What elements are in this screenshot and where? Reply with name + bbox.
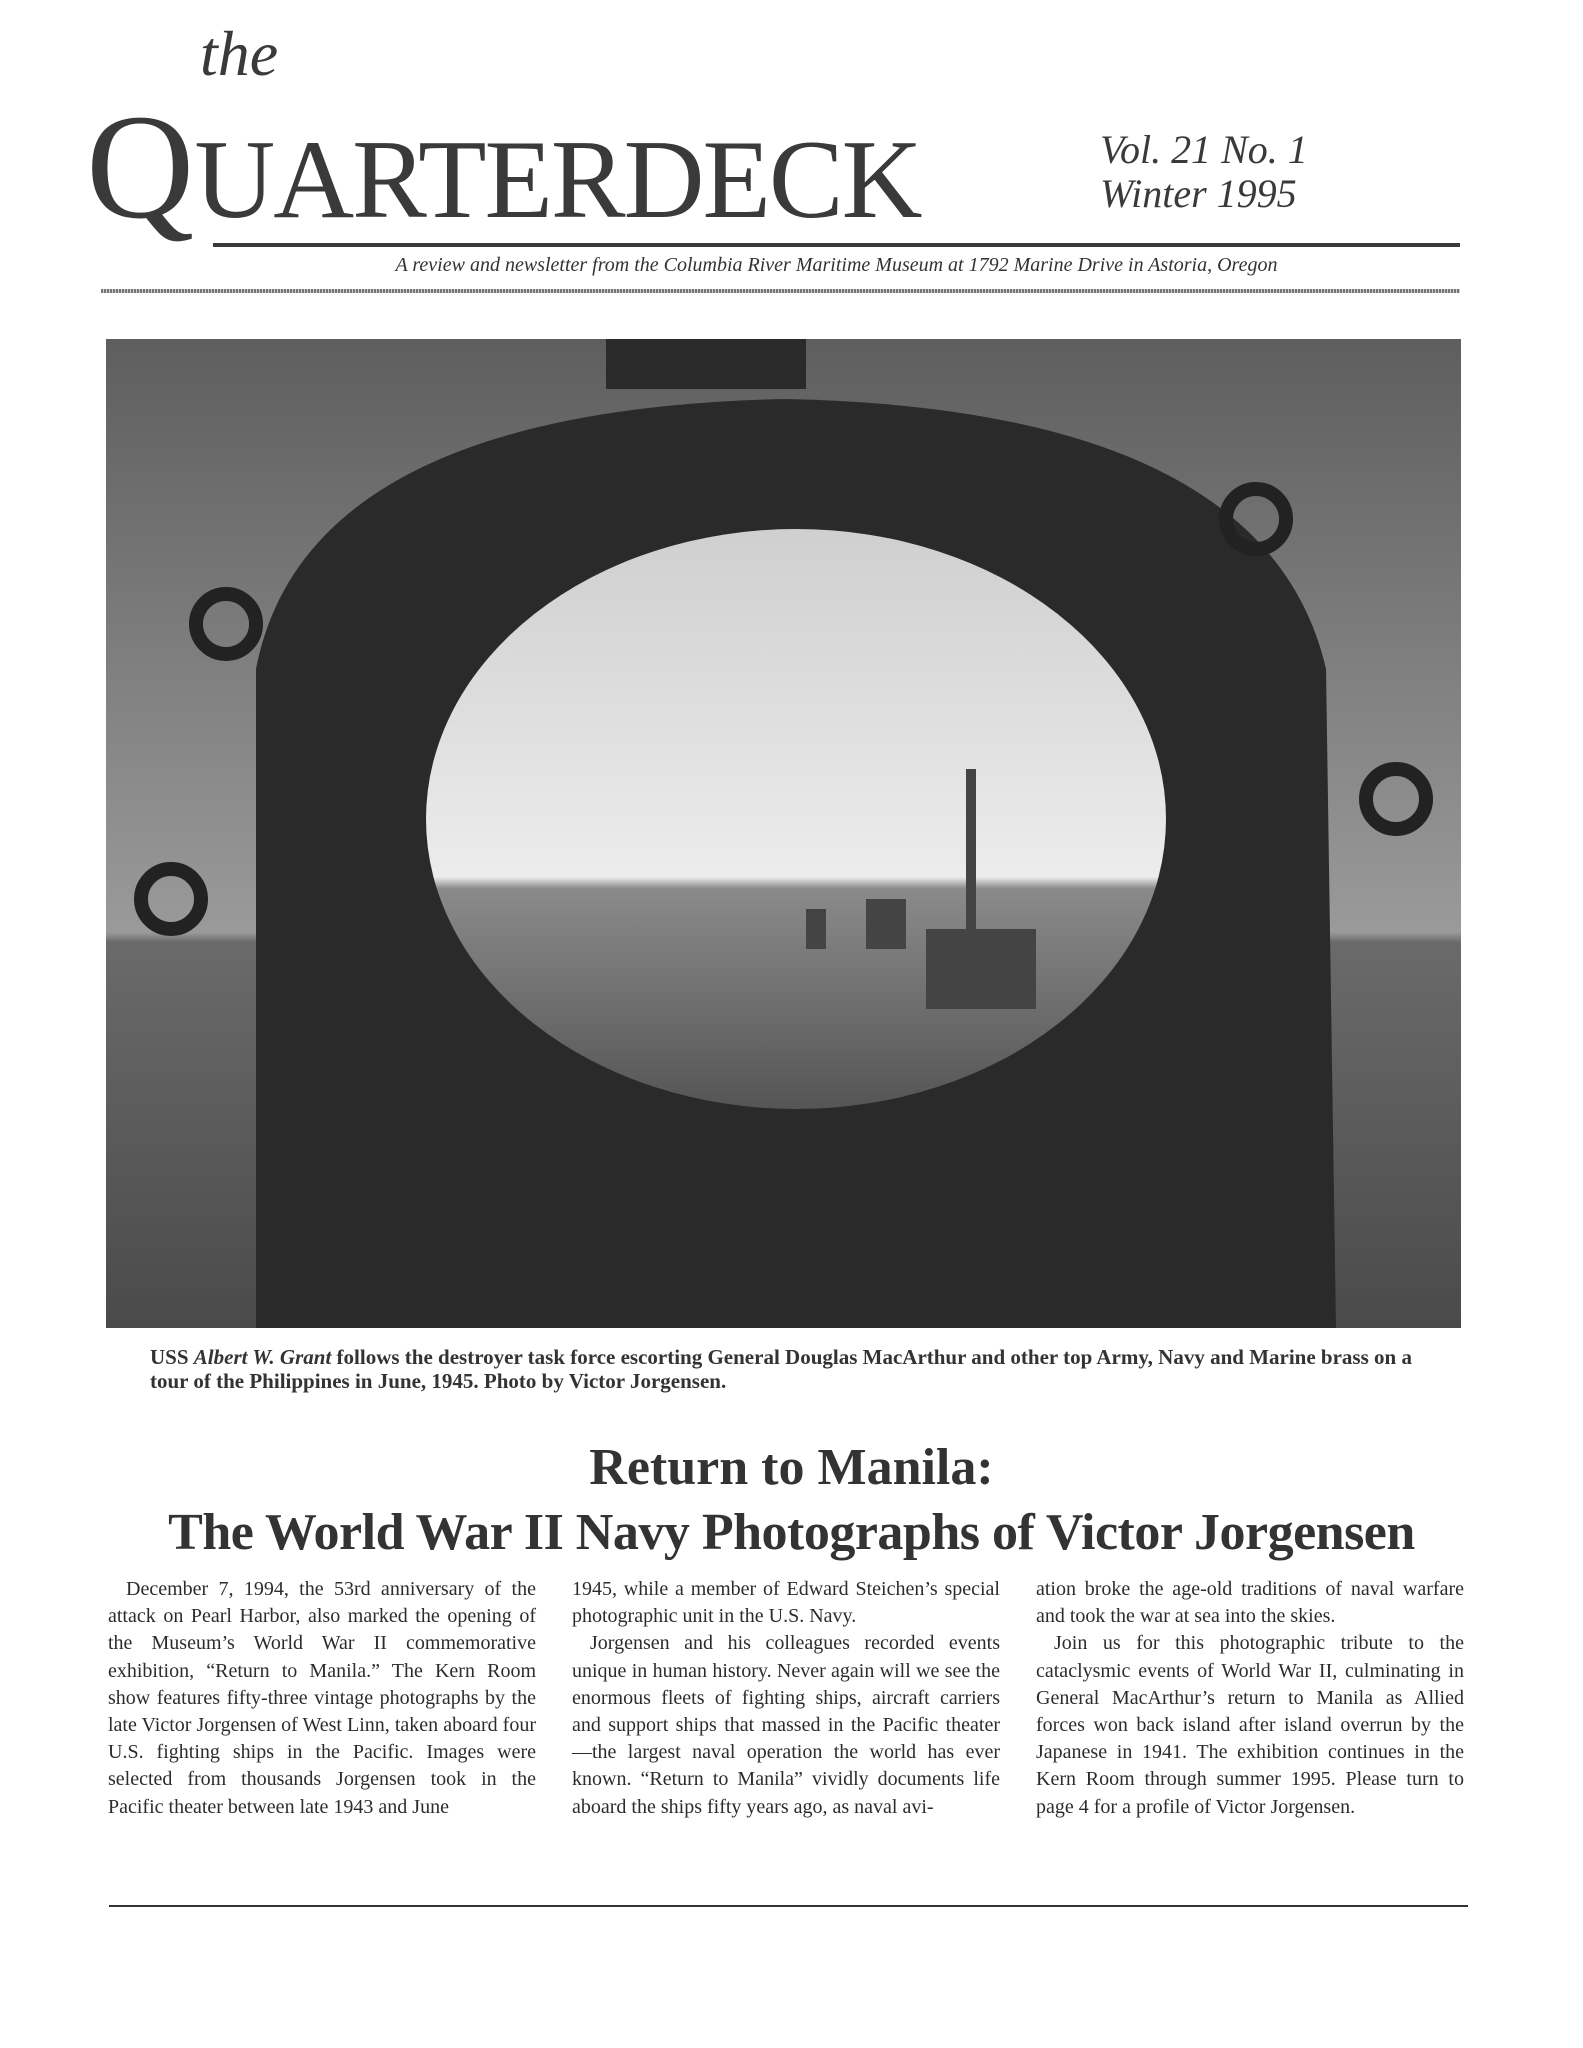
- masthead-the: the: [200, 18, 279, 89]
- headline: Return to Manila:: [589, 1439, 994, 1496]
- masthead-title-row: [86, 84, 921, 250]
- article-column-3: [1036, 1576, 1464, 1821]
- masthead-title: UARTERDECK: [194, 118, 921, 242]
- article-column-2: [572, 1576, 1000, 1821]
- masthead-q: Q: [86, 84, 195, 250]
- article-column-1: [108, 1576, 536, 1821]
- dotted-rule: [101, 289, 1460, 293]
- caption-text: follows the destroyer task force escorting General Douglas MacArthur and other top Army, Navy and Marine brass on a tour of the Philippines in June, 1945. Photo by Victor Jorgensen.: [150, 1345, 1412, 1393]
- paragraph: Join us for this photographic tribute to the cataclysmic events of World War II, culminating in General MacArthur’s return to Manila as Allied forces won back island after island overrun by the Japanese in 1941. The exhibition continues in the Kern Room through summer 1995. Please turn to page 4 for a profile of Victor Jorgensen.: [1036, 1632, 1464, 1818]
- issue-season: Winter 1995: [1100, 171, 1297, 216]
- cover-photo: [106, 339, 1461, 1328]
- photo-caption: [150, 1345, 1436, 1393]
- subheadline: The World War II Navy Photographs of Victor Jorgensen: [168, 1504, 1415, 1561]
- paragraph: December 7, 1994, the 53rd anniversary of the attack on Pearl Harbor, also marked the opening of the Museum’s World War II commemorative exhibition, “Return to Manila.” The Kern Room show features fifty-three vintage photographs by the late Victor Jorgensen of West Linn, taken aboard four U.S. fighting ships in the Pacific. Images were selected from thousands Jorgensen took in the Pacific theater between late 1943 and June: [108, 1578, 536, 1818]
- caption-prefix: USS: [150, 1345, 194, 1369]
- caption-ship-name: Albert W. Grant: [193, 1345, 332, 1369]
- issue-info: [1100, 128, 1308, 216]
- volume-number: Vol. 21 No. 1: [1100, 127, 1308, 172]
- porthole-view: [426, 529, 1166, 1109]
- tagline: A review and newsletter from the Columbia River Maritime Museum at 1792 Marine Drive in Astoria, Oregon: [395, 254, 1278, 276]
- paragraph: Jorgensen and his colleagues recorded events unique in human history. Never again will we see the enormous fleets of fighting ships, aircraft carriers and support ships that massed in the Pacific theater—the largest naval operation the world has ever known. “Return to Manila” vividly documents life aboard the ships fifty years ago, as naval avi-: [572, 1632, 1000, 1818]
- masthead-rule: [213, 243, 1460, 247]
- bottom-rule: [109, 1905, 1468, 1907]
- paragraph: ation broke the age-old traditions of naval warfare and took the war at sea into the skies.: [1036, 1578, 1464, 1628]
- top-fitting: [606, 339, 806, 389]
- paragraph: 1945, while a member of Edward Steichen’s special photographic unit in the U.S. Navy.: [572, 1578, 1000, 1628]
